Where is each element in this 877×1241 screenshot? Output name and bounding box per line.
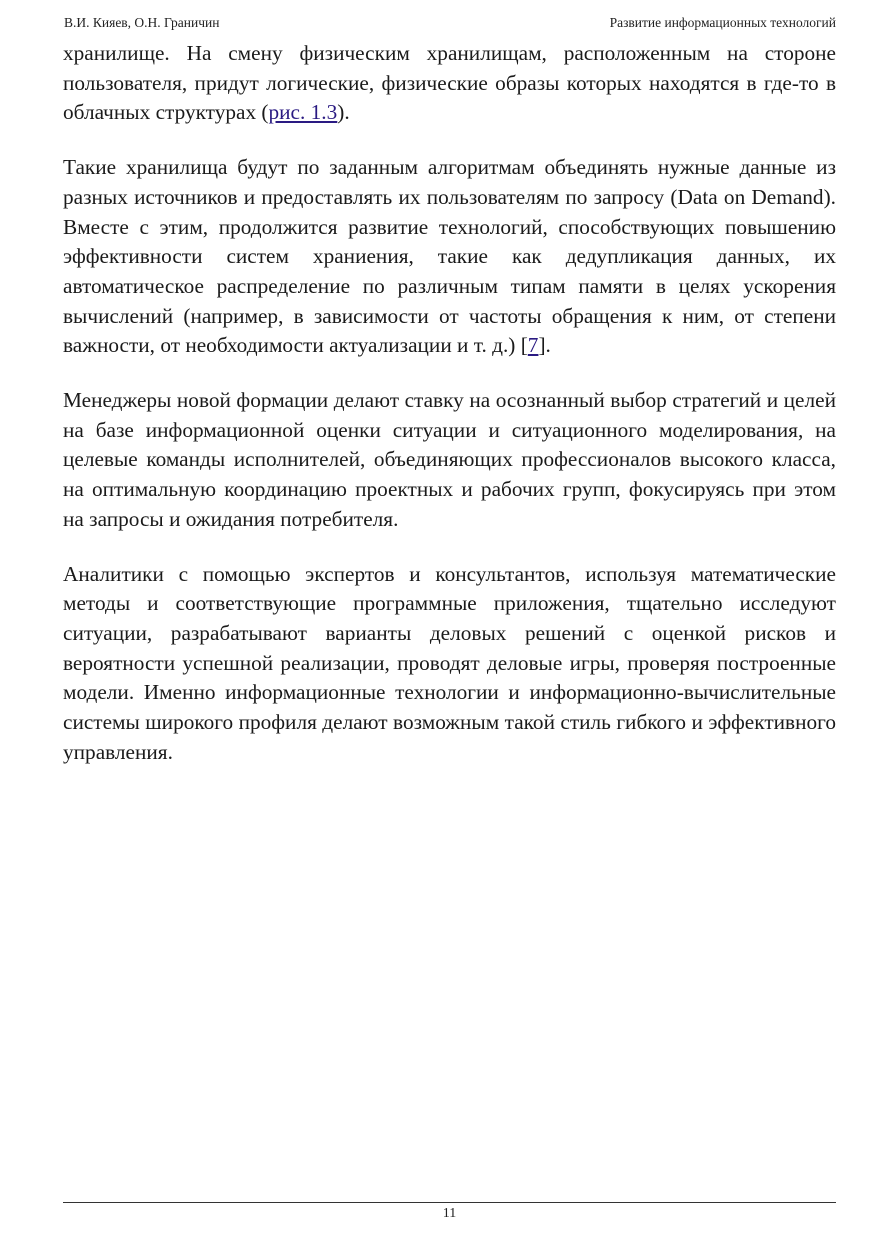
footer-divider — [63, 1202, 836, 1203]
paragraph-4: Аналитики с помощью экспертов и консультантов, используя математические методы и соответствующие программные приложения, тщательно исследуют ситуации, разрабатывают варианты деловых решений с оценкой рисков и вероятности успешной реализации, проводят деловые игры, проверяя построенные модели. Именно информационные технологии и информационно-вычислительные системы широкого профиля делают возможным такой стиль гибкого и эффективного управления. — [63, 561, 836, 764]
paragraph-1-text-before: хранилище. На смену физическим хранилищам, расположенным на стороне пользователя, придут логические, физические образы которых находятся в где-то в облачных структурах ( — [63, 41, 836, 125]
page-header — [64, 15, 836, 35]
paragraph-2-text-before: Такие хранилища будут по заданным алгоритмам объединять нужные данные из разных источников и предоставлять их пользователям по запросу (Data on Demand). Вместе с этим, продолжится развитие технологий, способствующих повышению эффективности систем храниения, такие как дедупликация данных, их автоматическое распределение по различным типам памяти в целях ускорения вычислений (например, в зависимости от частоты обращения к ним, от степени важности, от необходимости актуализации и т. д.) [ — [63, 155, 836, 358]
header-title: Развитие информационных технологий — [609, 15, 836, 30]
citation-link[interactable]: 7 — [527, 333, 539, 358]
paragraph-2 — [63, 153, 836, 361]
document-body — [63, 39, 836, 792]
paragraph-2-text-after: ]. — [538, 333, 551, 358]
paragraph-1 — [63, 39, 836, 128]
figure-reference-link[interactable]: рис. 1.3 — [268, 100, 338, 125]
paragraph-1-text-after: ). — [337, 100, 350, 125]
header-authors: В.И. Кияев, О.Н. Граничин — [64, 15, 220, 30]
paragraph-3: Менеджеры новой формации делают ставку на осознанный выбор стратегий и целей на базе информационной оценки ситуации и ситуационного моделирования, на целевые команды исполнителей, объединяющих профессионалов высокого класса, на оптимальную координацию проектных и рабочих групп, фокусируясь при этом на запросы и ожидания потребителя. — [63, 388, 836, 531]
page-number: 11 — [442, 1206, 457, 1221]
